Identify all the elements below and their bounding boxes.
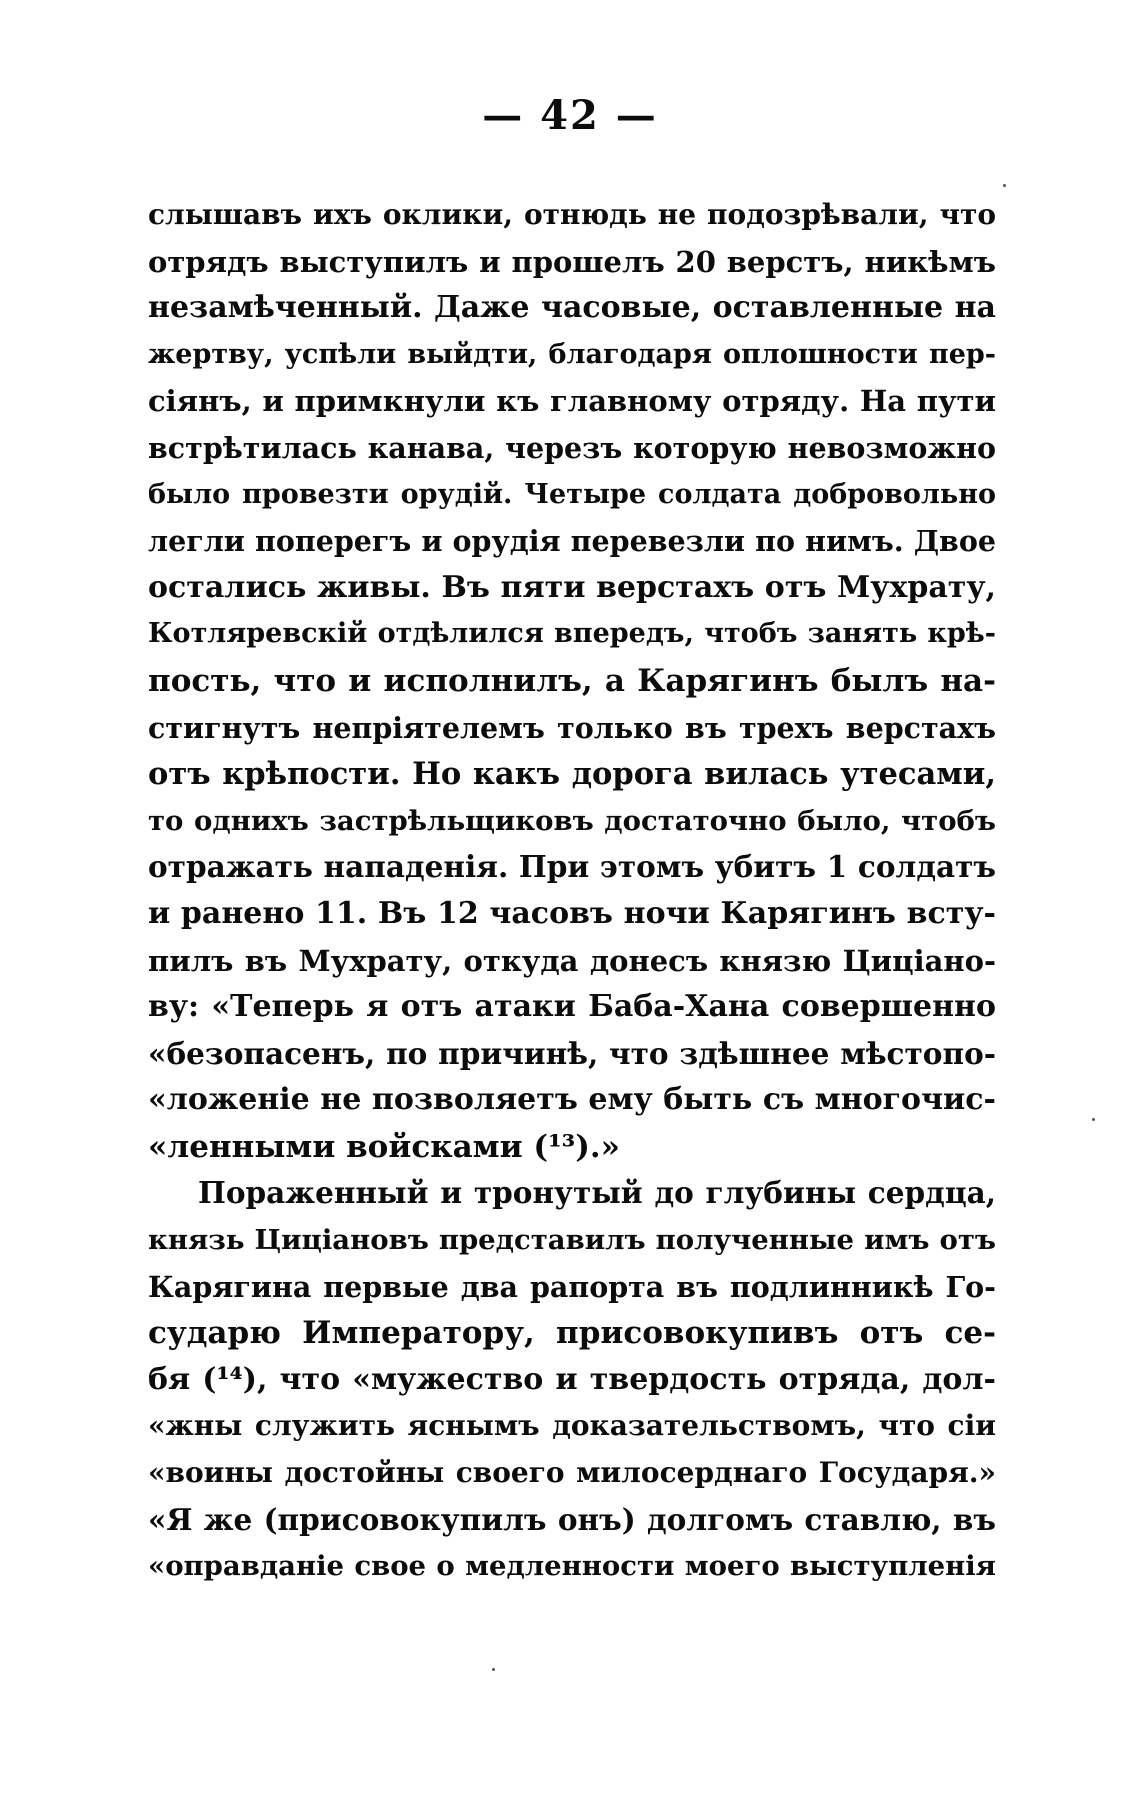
body-text [148, 192, 996, 1590]
text-line: остались живы. Въ пяти верстахъ отъ Мухрату, [148, 569, 996, 605]
text-line: князь Циціановъ представилъ полученные имъ отъ [148, 1224, 996, 1257]
text-line: Карягина первые два рапорта въ подлинникѣ Го- [148, 1269, 996, 1304]
text-line: легли поперегъ и орудія перевезли по нимъ. Двое [148, 524, 996, 559]
text-line: то однихъ застрѣльщиковъ достаточно было, чтобъ [148, 804, 996, 837]
print-speck [1092, 1118, 1095, 1121]
text-line: стигнутъ непріятелемъ только въ трехъ верстахъ [148, 710, 996, 745]
text-line: «воины достойны своего милосерднаго Государя.» [148, 1456, 996, 1490]
text-line: «оправданіе свое о медленности моего выступленія [148, 1550, 996, 1583]
print-speck [1003, 184, 1006, 187]
text-line: «безопасенъ, по причинѣ, что здѣшнее мѣстопо- [148, 1035, 996, 1071]
text-line: незамѣченный. Даже часовые, оставленные на [148, 290, 996, 326]
text-line: пость, что и исполнилъ, а Карягинъ былъ на- [148, 662, 996, 699]
text-line: Котляревскій отдѣлился впередъ, чтобъ занять крѣ- [148, 618, 996, 650]
text-line: бя (¹⁴), что «мужество и твердость отряда, дол- [148, 1361, 996, 1397]
text-line: «жны служить яснымъ доказательствомъ, что сіи [148, 1409, 996, 1443]
text-line: отъ крѣпости. Но какъ дорога вилась утесами, [148, 756, 996, 793]
text-line: отражать нападенія. При этомъ убитъ 1 солдатъ [148, 849, 996, 885]
text-line: сіянъ, и примкнули къ главному отряду. На пути [148, 384, 996, 419]
print-speck [492, 1668, 495, 1671]
text-line: «Я же (присовокупилъ онъ) долгомъ ставлю, въ [148, 1501, 996, 1537]
paragraph-first-line: Пораженный и тронутый до глубины сердца, [198, 1175, 996, 1211]
page-number: — 42 — [482, 92, 658, 139]
text-line: встрѣтилась канава, черезъ которую невозможно [148, 430, 996, 465]
text-line: и ранено 11. Въ 12 часовъ ночи Карягинъ всту- [148, 895, 996, 931]
text-line: было провезти орудій. Четыре солдата добровольно [148, 478, 996, 510]
paragraph-end-line: «ленными войсками (¹³).» [148, 1128, 621, 1165]
text-line: жертву, успѣли выйдти, благодаря оплошности пер- [148, 338, 996, 370]
text-line: ву: «Теперь я отъ атаки Баба-Хана совершенно [148, 989, 996, 1025]
text-line: «ложеніе не позволяетъ ему быть съ многочис- [148, 1082, 996, 1118]
text-line: слышавъ ихъ оклики, отнюдь не подозрѣвали, что [148, 198, 996, 231]
text-line: сударю Императору, присовокупивъ отъ се- [148, 1315, 996, 1352]
text-line: пилъ въ Мухрату, откуда донесъ князю Циціано- [148, 943, 996, 978]
text-line: отрядъ выступилъ и прошелъ 20 верстъ, никѣмъ [148, 244, 996, 279]
